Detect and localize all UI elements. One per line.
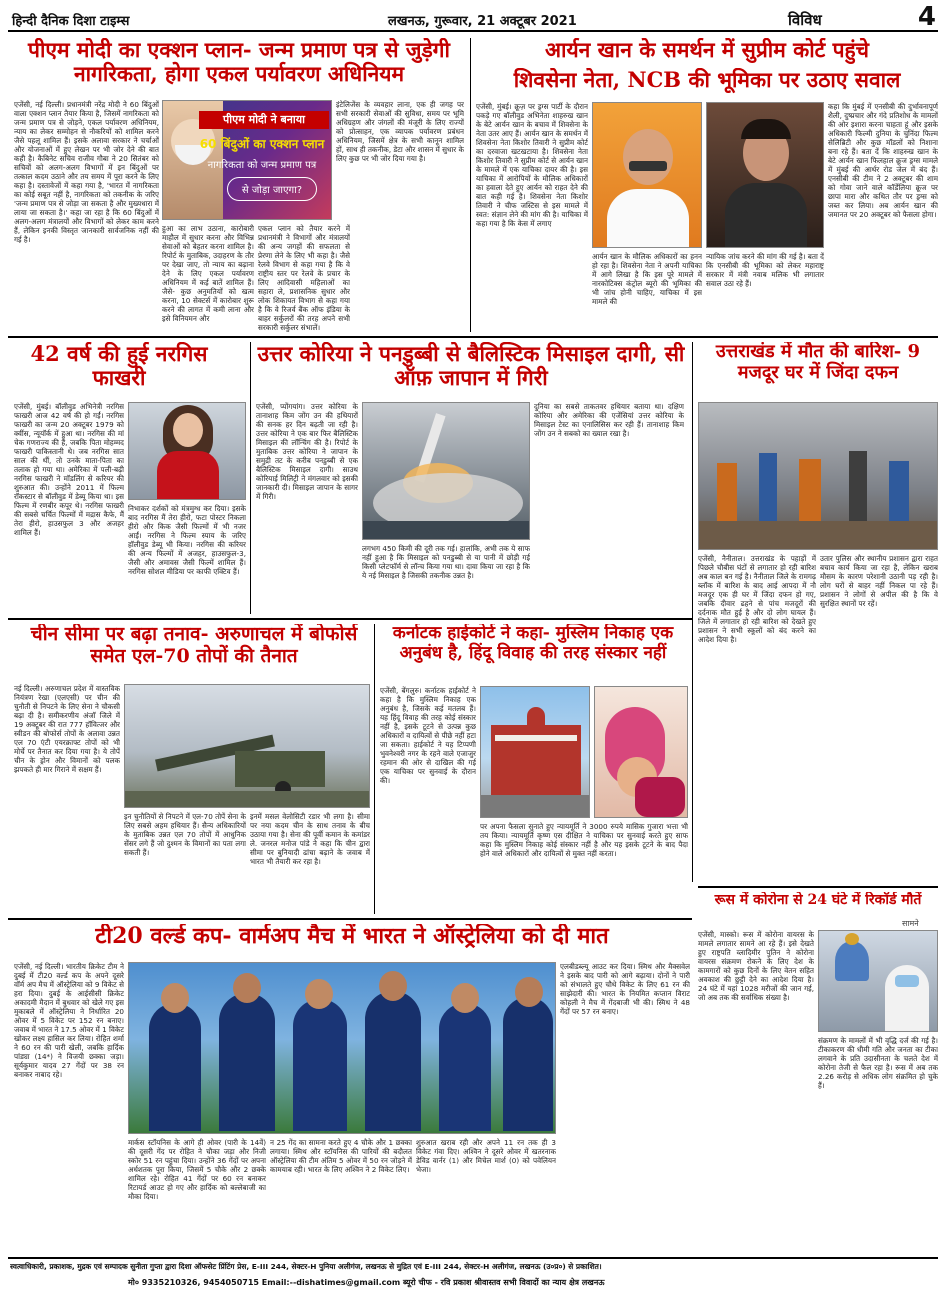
t20-body-5: एलबीडब्ल्यू आउट कर दिया। स्मिथ और मैक्सवेल ने इसके बाद पारी को आगे बढ़ाया। दोनों ने पारी को संभालते हुए चौथे विकेट के लिए 61 रन की साझेदारी की। भारत के नियमित कप्तान विराट कोहली ने मैच में गेंदबाजी भी की। स्मिथ ने 48 गेंदों पर 57 रन बनाए। (560, 962, 690, 1016)
russia-body-1: एजेंसी, मास्को। रूस में कोरोना वायरस के मामले लगातार सामने आ रहे हैं। इसे देखते हुए राष्ट्रपति व्लादिमीर पुतिन ने कोरोना वायरस संक्रमण रोकने के लिए देश के कामगारों को कुछ दिनों के लिए वेतन सहित अवकाश की छुट्टी देने का आदेश दिया है। 24 घंटे में यहां 1028 मरीजों की जान गई, जो अब तक की सर्वाधिक संख्या है। (698, 930, 814, 1002)
t20-body-3: न 25 गेंद का सामना करते हुए 4 चौके और 1 छक्का लगाया। स्मिथ और स्टॉयनिस की पारियों की बदौलत ऑस्ट्रेलिया की टीम अंतिम 5 ओवर में 50 रन जोड़ने में कामयाब रही। भारत के लिए अश्विन ने 2 विकेट लिए। (270, 1138, 412, 1174)
section-rule (8, 918, 692, 920)
karnataka-body-2: पर अपना फैसला सुनाते हुए न्यायमूर्ति ने 3000 रुपये मासिक गुजारा भत्ता भी तय किया। न्यायमूर्ति कृष्ण एस दीक्षित ने याचिका पर सुनवाई करते हुए साफ कहा कि मुस्लिम निकाह कोई संस्कार नहीं है और यह इसके टूटने के बाद पैदा होने वाले अधिकारों और दायित्वों से मुक्त नहीं करता। (480, 822, 688, 858)
china-artillery-image (124, 684, 370, 808)
nargis-body: एजेंसी, मुंबई। बॉलीवुड अभिनेत्री नरगिस फाखरी आज 42 वर्ष की हो गईं। नरगिस फाखरी का जन्म 20 अक्टूबर 1979 को क्वींस, न्यूयॉर्क में हुआ था। नरगिस की मां चेक गणराज्य की हैं, जबकि पिता मोहम्मद फाखरी पाकिस्तानी थे। जब नरगिस सात साल की थीं, तो उनके माता-पिता का तलाक हो गया था। अमेरिका में पली-बढ़ी नरगिस फाखरी ने मॉडलिंग से करियर की शुरुआत की। उन्होंने 2011 में फिल्म रॉकस्टार से बॉलीवुड में डेब्यू किया था। इस फिल्म में रणबीर कपूर थे। नरगिस फाखरी की सबसे चर्चित फिल्मों में मद्रास कैफे, मैं तेरा हीरो, हाउसफुल 3 और अजहर शामिल हैं। (14, 402, 124, 537)
aryan-headline-2: शिवसेना नेता, NCB की भूमिका पर उठाए सवाल (513, 68, 901, 92)
uttarakhand-body-1: एजेंसी, नैनीताल। उत्तराखंड के पहाड़ों में पिछले चौबीस घंटों से लगातार हो रही बारिश अब काल बन गई है। नैनीताल जिले के रामगढ़ ब्लॉक में बारिश के बाद आई आपदा में नौ मजदूर एक ही घर में जिंदा दफन हो गए, जबकि दीवार ढहने से पांच मजदूरों की दर्दनाक मौत हुई है और दो लोग घायल हैं। जिले में लगातार हो रही बारिश को देखते हुए प्रशासन ने सभी स्कूलों को बंद करने का आदेश दिया है। (698, 554, 816, 644)
modi-image-banner-3: नागरिकता को जन्म प्रमाण पत्र (207, 160, 317, 171)
aryan-body-2: आर्यन खान के मौलिक अधिकारों का हनन हो रहा है। शिवसेना नेता ने अपनी याचिका में आगे लिखा है कि इस पूरे मामले में नारकोटिक्स कंट्रोल ब्यूरो की भूमिका की भी जांच होनी चाहिए, याचिका में इस मामले की (592, 252, 702, 306)
modi-image-banner-2: 60 बिंदुओं का एक्शन प्लान (199, 137, 325, 151)
korea-body-1: एजेंसी, प्योंगयांग। उत्तर कोरिया के तानाशाह किम जोंग उन की हथियारों की सनक हर दिन बढ़ती जा रही है। उत्तर कोरिया ने एक बार फिर बैलिस्टिक मिसाइल की लॉन्चिंग की है। रिपोर्ट के मुताबिक उत्तर कोरिया ने जापान के समुद्री तट के करीब पनडुब्बी से एक बैलिस्टिक मिसाइल दागी। साउथ कोरियाई मिलिट्री ने मंगलवार को इसकी जानकारी दी। मिसाइल जापान के सागर में गिरी। (256, 402, 358, 501)
korea-headline: उत्तर कोरिया ने पनडुब्बी से बैलिस्टिक मिसाइल दागी, सी ऑफ़ जापान में गिरी (257, 342, 685, 391)
footer-contact-line: मो० 9335210326, 9454050715 Email:--dishatimes@gmail.com ब्यूरो चीफ - रवि प्रकाश श्रीवास्तव सभी विवादों का न्याय क्षेत्र लखनऊ (128, 1278, 605, 1287)
modi-body-3: एकल प्लान को तैयार करने में प्रधानमंत्री ने विभागों और मंत्रालयों की अन्य जगहों की सफलता से प्रेरणा लेने के लिए भी कहा है। जैसे रेलवे विभाग से कहा गया है कि वे राष्ट्रीय स्तर पर रेलवे के प्रचार के लिए आदिवासी महिलाओं का सहारा ले, प्रशासनिक सुधार और लोक शिकायत विभाग से कहा गया है कि वे रिजर्व बैंक ऑफ इंडिया के बाहर सर्कुलरों की तरह अपने सभी सरकारी सर्कुलर संभालें। (258, 224, 350, 332)
uttarakhand-headline: उत्तराखंड में मौत की बारिश- 9 मजदूर घर में जिंदा दफन (715, 342, 921, 383)
paper-name: हिन्दी दैनिक दिशा टाइम्स (12, 14, 130, 29)
aryan-headline-1: आर्यन खान के समर्थन में सुप्रीम कोर्ट पहुंचे (545, 38, 869, 62)
column-divider (470, 38, 471, 332)
aryan-body-3: न्यायिक जांच करने की मांग की गई है। बता दें कि एनसीबी की भूमिका को लेकर महाराष्ट्र सरकार में मंत्री नवाब मलिक भी लगातार सवाल उठा रहे हैं। (706, 252, 824, 288)
t20-body-4: शुरुआत खराब रही और अपने 11 रन तक ही 3 विकेट गंवा दिए। अश्विन ने दूसरे ओवर में खतरनाक डेविड वार्नर (1) और मिचेल मार्श (0) को पवेलियन भेजा। (416, 1138, 556, 1174)
section-rule (698, 886, 938, 888)
aryan-image-thackeray (592, 102, 702, 248)
russia-covid-image (818, 930, 938, 1032)
karnataka-wedding-image (594, 686, 688, 818)
dateline: लखनऊ, गुरूवार, 21 अक्टूबर 2021 (388, 14, 577, 29)
column-divider (692, 342, 693, 882)
modi-image-banner-4: से जोड़ा जाएगा? (227, 177, 317, 201)
china-body-2: इन चुनौतियों से निपटने में एल-70 तोपें सेना के लिए सबसे अहम हथियार हैं। सैन्य अधिकारियों के मुताबिक उन्नत एल 70 तोपों में आधुनिक सेंसर लगे हैं जो दुश्मन के विमानों का पता लगा सकती हैं। (124, 812, 246, 857)
t20-body-1: एजेंसी, नई दिल्ली। भारतीय क्रिकेट टीम ने दुबई में टी20 वर्ल्ड कप के अपने दूसरे वॉर्म अप मैच में ऑस्ट्रेलिया को 9 विकेट से हरा दिया। दुबई के आईसीसी क्रिकेट अकादमी मैदान में बुधवार को खेले गए इस मुकाबले में ऑस्ट्रेलिया ने निर्धारित 20 ओवर में 5 विकेट पर 152 रन बनाए। जवाब में भारत ने 17.5 ओवर में 1 विकेट खोकर लक्ष्य हासिल कर लिया। रोहित शर्मा ने 60 रन की पारी खेली, जबकि हार्दिक पांड्या (14*) ने विजयी छक्का जड़ा। सूर्यकुमार यादव 27 गेंदों पर 38 रन बनाकर नाबाद रहे। (14, 962, 124, 1079)
aryan-image-khan (706, 102, 824, 248)
korea-missile-image (362, 402, 530, 540)
china-headline: चीन सीमा पर बढ़ा तनाव- अरुणाचल में बोफोर्स समेत एल-70 तोपों की तैनात (30, 624, 358, 667)
section-rule (8, 336, 938, 338)
modi-body-4: इंटेलिजेंस के व्यवहार लाना, एक ही जगह पर सभी सरकारी सेवाओं की सुविधा, समय पर भूमि अधिग्रहण और जंगलों की मंजूरी के लिए राज्यों को प्रोत्साहन, एक व्यापक पर्यावरण प्रबंधन अधिनियम, जिसमें क्षेत्र के सभी कानून शामिल हों, साथ ही तकनीक, डेटा और शासन में सुधार के लिए कुछ पर भी जोर दिया गया है। (336, 100, 464, 163)
column-divider (374, 624, 375, 914)
russia-tag: सामने (902, 919, 919, 928)
russia-headline: रूस में कोरोना से 24 घंटे में रिकॉर्ड मौतें (714, 892, 922, 908)
t20-team-image (128, 962, 556, 1134)
russia-body-2: संक्रमण के मामलों में भी वृद्धि दर्ज की गई है। टीकाकरण की धीमी गति और जनता का टीका लगवाने के प्रति उदासीनता के चलते देश में कोरोना तेजी से फैल रहा है। रूस में अब तक 2.26 करोड़ से अधिक लोग संक्रमित हो चुके हैं। (818, 1036, 938, 1090)
modi-headline: पीएम मोदी का एक्शन प्लान- जन्म प्रमाण पत्र से जुड़ेगी नागरिकता, होगा एकल पर्यावरण अधिनियम (28, 38, 450, 87)
korea-body-2: लगभग 450 किमी की दूरी तक गई। हालांकि, अभी तक ये साफ नहीं हुआ है कि मिसाइल को पनडुब्बी से या पानी में छोड़ी गई किसी प्लेटफॉर्म से लॉन्च किया गया था। दावा किया जा रहा है कि ये नई मिसाइल है जिसकी तकनीक उन्नत है। (362, 544, 530, 580)
korea-body-3: दुनिया का सबसे ताकतवर हथियार बताया था। दक्षिण कोरिया और अमेरिका की एजेंसियां उत्तर कोरिया के मिसाइल टेस्ट का एनालिसिस कर रही हैं। तानाशाह किम जोंग उन ने सबको का ख्याल रखा है। (534, 402, 684, 438)
column-divider (250, 342, 251, 614)
china-body-1: नई दिल्ली। अरुणाचल प्रदेश में वास्तविक नियंत्रण रेखा (एलएसी) पर चीन की चुनौती से निपटने के लिए सेना ने चौकसी बढ़ा दी है। समीकरणीय अंजॉ जिले में 19 अक्टूबर की रात 777 हॉवित्जर और स्वीडन की बोफोर्स तोपों के अलावा उन्नत एल 70 एंटी एयरक्राफ्ट तोपों को भी मोर्चे पर तैनात कर दिया गया है। ये तोपें चीन के ड्रोन और विमानों को पलक झपकते ही मार गिराने में सक्षम हैं। (14, 684, 120, 774)
page-number: 4 (917, 2, 936, 32)
aryan-body-1: एजेंसी, मुंबई। क्रूज़ पर ड्रग्स पार्टी के दौरान पकड़े गए बॉलीवुड अभिनेता शाहरुख खान के बेटे आर्यन खान के बचाव में शिवसेना के नेता उतर आए हैं। आर्यन खान के समर्थन में शिवसेना नेता किशोर तिवारी ने सुप्रीम कोर्ट का दरवाजा खटखटाया है। शिवसेना नेता किशोर तिवारी ने सुप्रीम कोर्ट से आर्यन खान के मामले में एक याचिका दायर की है। इस याचिका में आरोपियों के मौलिक अधिकारों का हवाला देते हुए आर्यन को राहत देने की बात कही गई है। शिवसेना नेता किशोर तिवारी ने चीफ जस्टिस से इस मामले में स्वत: संज्ञान लेने की मांग की है। याचिका में कहा गया है कि केस में लगाए (476, 102, 588, 228)
section-rule (8, 618, 692, 620)
section-name: विविध (788, 11, 822, 29)
aryan-body-4: कहा कि मुंबई में एनसीबी की दुर्भावनापूर्ण शैली, दुष्प्रचार और गंदे प्रतिशोध के मामलों की ओर इशारा करना चाहता हूं और इसके अधिकारी फिल्मी दुनिया के चुनिंदा फिल्म सेलिब्रिटी और कुछ मॉडलों को निशाना बना रहे हैं। बता दें कि शाहरुख खान के बेटे आर्यन खान फिलहाल क्रूज ड्रग्स मामले में मुंबई की आर्थर रोड जेल में बंद हैं। एनसीबी की टीम ने 2 अक्टूबर की शाम को गोवा जाने वाले कॉर्डेलिया क्रूज पर छापा मारा और कथित तौर पर ड्रग्स को जब्त कर लिया। अब आर्यन खान की जमानत पर 20 अक्टूबर को फैसला होगा। (828, 102, 938, 219)
t20-headline: टी20 वर्ल्ड कप- वार्मअप मैच में भारत ने ऑस्ट्रेलिया को दी मात (95, 924, 609, 949)
modi-body-1: एजेंसी, नई दिल्ली। प्रधानमंत्री नरेंद्र मोदी ने 60 बिंदुओं वाला एक्शन प्लान तैयार किया है, जिसमें नागरिकता को जन्म प्रमाण पत्र से जोड़ने, एकल पर्यावरण अधिनियम, न्याय का लेकर सम्मोहन से नौकरियों को शामिल करने जैसे पहलू शामिल हैं। इसके अलावा सरकार ने चर्चाओं और योजनाओं में हुए लेखन पर भी जोर देने की बात कही है। कैबिनेट सचिव राजीव गौबा ने 20 सितंबर को सचिवों को अलग-अलग विभागों में इन बिंदुओं पर तत्काल कदम उठाने और तय समय में पूरा करने के लिए कहा है। दस्तावेजों में कहा गया है, 'भारत में नागरिकता का कोई सबूत नहीं है, नागरिकता को तकनीक के जरिए 'जन्म प्रमाण पत्र से जोड़ा जा सकता है और मुख्यधारा में लाया जा सकता है।' कहा जा रहा है कि 60 बिंदुओं में अलग-अलग मंत्रालयों और विभागों को लेकर काम करने हैं, लेकिन इनकी विस्तृत जानकारी सार्वजनिक नहीं की गई है। (14, 100, 159, 244)
modi-body-2: हुआ का लाभ उठाना, कारोबारी माहौल में सुधार करना और विभिन्न सेवाओं को बेहतर करना शामिल है। रिपोर्ट के मुताबिक, उदाहरण के तौर पर देखा जाए, तो न्याय का बढ़ाना देने के लिए एकल पर्यावरण अधिनियम में कई बातें शामिल हैं। जैसे- कुछ अनुमतियों को खत्म करना, 10 सेक्टर्स में कारोबार शुरू करने की लागत में कमी लाना और इसे विनियमन और (162, 224, 254, 323)
imprint-footer (8, 1257, 938, 1291)
karnataka-body-1: एजेंसी, बेंगलुरु। कर्नाटक हाईकोर्ट ने कहा है कि मुस्लिम निकाह एक अनुबंध है, जिसके कई मतलब हैं। यह हिंदू विवाह की तरह कोई संस्कार नहीं है, इसके टूटने से उत्पन्न कुछ अधिकारों व दायित्वों से पीछे नहीं हटा जा सकता। हाईकोर्ट ने यह टिप्पणी भुवनेश्वरी नगर के रहने वाले एजाजुर रहमान की ओर से दाखिल की गई एक याचिका पर सुनवाई के दौरान की। (380, 686, 476, 785)
modi-image (162, 100, 332, 220)
nargis-headline: 42 वर्ष की हुई नरगिस फाखरी (30, 342, 208, 391)
karnataka-court-image (480, 686, 590, 818)
t20-body-2: मार्कस स्टॉयनिस के आगे ही ओवर (पारी के 14वें) की दूसरी गेंद पर रोहित ने चौका जड़ा और निजी स्कोर 51 रन पहुंचा दिया। उन्होंने 36 गेंदों पर अपना अर्धशतक पूरा किया, जिसमें 5 चौके और 2 छक्के शामिल रहे। रोहित 41 गेंदों पर 60 रन बनाकर रिटायर्ड आउट हो गए और हार्दिक को बल्लेबाजी का मौका दिया। (128, 1138, 266, 1201)
modi-image-banner-1: पीएम मोदी ने बनाया (199, 111, 329, 129)
footer-imprint-line: स्वत्वाधिकारी, प्रकाशक, मुद्रक एवं सम्पादक सुनीता गुप्ता द्वारा दिशा ऑफसेट प्रिंटिंग प्रेस, E-III 244, सेक्टर-H पुनिया अलीगंज, लखनऊ से मुद्रित एवं E-III 244, सेक्टर-H अलीगंज, लखनऊ (उ०प्र०) से प्रकाशित। (10, 1262, 602, 1271)
uttarakhand-rescue-image (698, 402, 938, 550)
china-body-3: इनमें मसल वेलोसिटी रडार भी लगा है। सीमा पर नया कदम चीन के साथ तनाव के बीच उठाया गया है। सेना की पूर्वी कमान के कमांडर ले. जनरल मनोज पांडे ने कहा कि चीन द्वारा सीमा पर बुनियादी ढांचा बढ़ाने के जवाब में भारत भी तैयारी कर रहा है। (250, 812, 370, 866)
masthead (8, 2, 938, 32)
karnataka-headline: कर्नाटक हाईकोर्ट ने कहा- मुस्लिम निकाह एक अनुबंध है, हिंदू विवाह की तरह संस्कार नहीं (392, 624, 674, 663)
nargis-image (128, 402, 246, 500)
nargis-body-2: निभाकर दर्शकों को मंत्रमुग्ध कर दिया। इसके बाद नरगिस मैं तेरा हीरो, फटा पोस्टर निकला हीरो और किक जैसी फिल्मों में भी नजर आईं। नरगिस ने फिल्म स्पाय के जरिए हॉलीवुड डेब्यू भी किया। नरगिस की करियर की अन्य फिल्मों में अजहर, हाउसफुल-3, जैसी और अमावस जैसी फिल्में शामिल हैं। नरगिस सोशल मीडिया पर काफी एक्टिव हैं। (128, 504, 246, 576)
uttarakhand-body-2: उतार पुलिस और स्थानीय प्रशासन द्वारा राहत बचाव कार्य किया जा रहा है, लेकिन खराब मौसम के कारण परेशानी उठानी पड़ रही है। लोग घरों से बाहर नहीं निकल पा रहे हैं। प्रशासन ने लोगों से अपील की है कि वे सुरक्षित स्थानों पर रहें। (820, 554, 938, 608)
